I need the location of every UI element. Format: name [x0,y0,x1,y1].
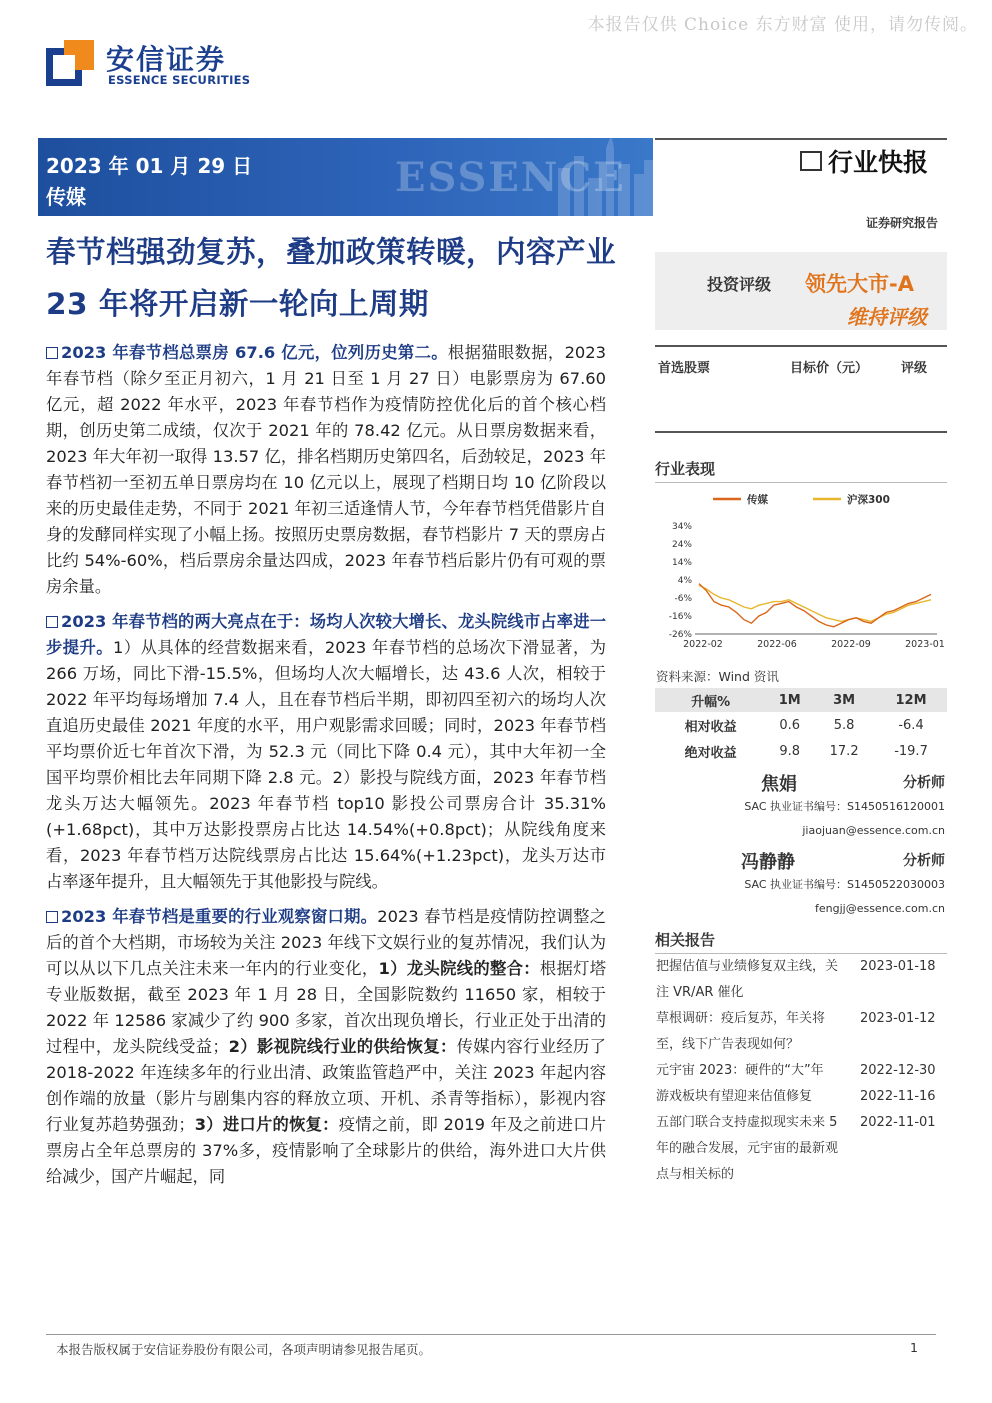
y-tick-label: 34% [671,522,692,532]
x-tick-label: 2022-06 [757,639,797,650]
table-row [655,738,947,764]
paragraph-text: 2023 春节档是疫情防控调整之后的首个大档期，市场较为关注 2023 年线下文娱行业的复苏情况，我们认为可以从以下几点关注未来一年内的行业变化， [46,907,606,978]
rating-box [655,252,947,330]
report-body [46,340,606,1199]
report-date: 2023 年 01 月 29 日 [46,154,253,178]
industry-name: 传媒 [46,185,86,209]
paragraph-text: 传媒内容行业经历了 2018-2022 年连续多年的行业出清、政策监管趋严中，关注 2023 年起内容创作端的放量（影片与剧集内容的释放立项、开机、杀青等指标），影视内容行业复苏趋势强劲； [46,1037,606,1134]
legend-label: 沪深300 [847,494,890,506]
related-report-item[interactable] [655,1006,947,1058]
report-type [800,143,928,179]
industry-performance-chart [655,480,947,660]
rating-col-header: 评级 [901,361,928,376]
chart-source: 资料来源：Wind 资讯 [656,669,779,684]
paragraph [46,609,606,895]
key-point: 3）进口片的恢复： [194,1115,339,1134]
related-report-title[interactable]: 元宇宙 2023：硬件的“大”年 [656,1063,824,1078]
stock-table [655,345,947,433]
paragraph-lead: 2023 年春节档是重要的行业观察窗口期。 [61,907,378,926]
analyst-role: 分析师 [903,853,945,869]
table-cell: 17.2 [829,743,859,759]
y-tick-label: 24% [671,540,692,550]
performance-table [655,688,947,764]
related-report-date: 2022-11-16 [860,1089,936,1104]
y-tick-label: 14% [671,558,692,568]
table-cell: 5.8 [833,717,855,733]
row-label: 相对收益 [684,719,737,735]
related-report-date: 2023-01-12 [860,1011,936,1026]
perf-col-header: 1M [766,688,813,712]
paragraph [46,904,606,1190]
series-line [699,584,931,627]
related-report-date: 2022-12-30 [860,1063,936,1078]
paragraph-lead: 2023 年春节档的两大亮点在于：场均人次较大增长、龙头院线市占率进一步提升。 [46,612,606,657]
related-report-date: 2023-01-18 [860,959,936,974]
target-price-col-header: 目标价（元） [790,361,869,376]
y-tick-label: -16% [668,612,692,622]
report-title: 春节档强劲复苏，叠加政策转暖，内容产业 23 年将开启新一轮向上周期 [46,235,617,321]
table-row [655,712,947,738]
logo-en-text: ESSENCE SECURITIES [108,73,251,87]
rating-value: 领先大市-A [805,272,914,296]
rating-label: 投资评级 [707,275,772,294]
paragraph [46,340,606,600]
table-cell: -19.7 [894,743,928,759]
report-subtitle: 证券研究报告 [865,216,938,230]
footer-disclaimer: 本报告版权属于安信证券股份有限公司，各项声明请参见报告尾页。 [56,1342,432,1357]
related-reports-head: 相关报告 [655,929,947,954]
table-cell: 0.6 [779,717,801,733]
analyst-sac: SAC 执业证书编号：S1450516120001 [744,800,945,813]
paragraph-text: 根据猫眼数据，2023 年春节档（除夕至正月初六，1 月 21 日至 1 月 27 日）电影票房为 67.60 亿元，超 2022 年水平，2023 年春节档作为疫情防控优化后的首个核心档期，创历史第二成绩，仅次于 2021 年的 78.42 亿元。从日票房数据来看，2023 年大年初一取得 13.57 亿，排名档期历史第四名，后劲较足，2023 年春节档初一至初五单日票房均在 10 亿元以上，展现了档期日均 10 亿阶段以来的历史最佳走势，不同于 2021 年初三适逢情人节，今年春节档凭借影片自身的发酵同样实现了小幅上扬。按照历史票房数据，春节档影片 7 天的票房占比约 54%-60%，档后票房余量达四成，2023 年春节档后影片仍有可观的票房余量。 [46,343,606,596]
row-label: 绝对收益 [684,745,737,761]
right-top-divider [655,138,947,140]
perf-col-header: 升幅% [655,688,766,712]
related-report-item[interactable] [655,954,947,1006]
analyst-role: 分析师 [903,775,945,791]
report-type-label: 行业快报 [828,148,929,177]
perf-col-header: 3M [813,688,875,712]
series-line [699,585,931,621]
analyst-name: 冯静静 [741,852,795,873]
company-logo [46,40,251,92]
related-report-title[interactable]: 五部门联合支持虚拟现实未来 5 年的融合发展，元宇宙的最新观点与相关标的 [656,1115,839,1182]
logo-cn-text: 安信证券 [106,43,227,76]
stock-col-header: 首选股票 [658,361,711,376]
watermark: 本报告仅供 Choice 东方财富 使用，请勿传阅。 [587,15,978,35]
paragraph-text: 根据灯塔专业版数据，截至 2023 年 1 月 28 日，全国影院数约 11650 家，相较于 2022 年 12586 家减少了约 900 多家，首次出现负增长，行业正处于出清的过程中，龙头院线受益； [46,959,606,1056]
bullet-box-icon [46,347,58,359]
logo-mark-icon [46,40,94,88]
analyst-name: 焦娟 [761,774,797,795]
y-tick-label: -26% [668,630,692,640]
header-banner [38,138,653,216]
analyst-sac: SAC 执业证书编号：S1450522030003 [744,878,945,891]
key-point: 1）龙头院线的整合： [378,959,540,978]
x-tick-label: 2022-02 [683,639,723,650]
paragraph-lead: 2023 年春节档总票房 67.6 亿元，位列历史第二。 [61,343,448,362]
bullet-box-icon [46,616,58,628]
x-tick-label: 2023-01 [905,639,945,650]
table-cell: 9.8 [779,743,801,759]
related-report-item[interactable] [655,1110,947,1188]
table-cell: -6.4 [898,717,924,733]
perf-col-header: 12M [875,688,947,712]
legend-label: 传媒 [747,494,768,506]
chart-svg [655,480,947,660]
related-report-date: 2022-11-01 [860,1115,936,1130]
page-number: 1 [910,1340,918,1355]
banner-watermark: ESSENCE [395,154,626,201]
analyst-email[interactable]: jiaojuan@essence.com.cn [802,824,945,837]
related-report-title[interactable]: 把握估值与业绩修复双主线，关注 VR/AR 催化 [656,959,839,1000]
bullet-box-icon [46,911,58,923]
related-report-title[interactable]: 游戏板块有望迎来估值修复 [656,1089,813,1104]
paragraph-text: 疫情之前，即 2019 年及之前进口片票房占全年总票房的 37%多，疫情影响了全球影片的供给，海外进口大片供给减少，国产片崛起，同 [46,1115,606,1186]
key-point: 2）影视院线行业的供给恢复： [228,1037,457,1056]
related-report-title[interactable]: 草根调研：疫后复苏，年关将至，线下广告表现如何？ [656,1011,826,1052]
performance-head: 行业表现 [655,458,947,483]
rating-hold: 维持评级 [847,305,927,329]
x-tick-label: 2022-09 [831,639,871,650]
y-tick-label: -6% [674,594,692,604]
y-tick-label: 4% [677,576,692,586]
chart-report-icon [800,151,822,171]
footer-divider [46,1334,936,1335]
paragraph-text: 1）从具体的经营数据来看，2023 年春节档的总场次下滑显著，为 266 万场，同比下滑-15.5%，但场均人次大幅增长，达 43.6 人次，相较于 2022 年平均每场增加 7.4 人，且在春节档后半期，即初四至初六的场均人次直追历史最佳 2021 年度的水平，用户观影需求回暖；同时，2023 年春节档平均票价近七年首次下滑，为 52.3 元（同比下降 0.4 元），其中大年初一全国平均票价相比去年同期下降 2.8 元。2）影投与院线方面，2023 年春节档龙头万达大幅领先。2023 年春节档 top10 影投公司票房合计 35.31%(+1.68pct)，其中万达影投票房占比达 14.54%(+0.8pct)；从院线角度来看，2023 年春节档万达院线票房占比达 15.64%(+1.23pct)，龙头万达市占率逐年提升，且大幅领先于其他影投与院线。 [46,638,606,891]
analyst-email[interactable]: fengjj@essence.com.cn [815,902,945,915]
